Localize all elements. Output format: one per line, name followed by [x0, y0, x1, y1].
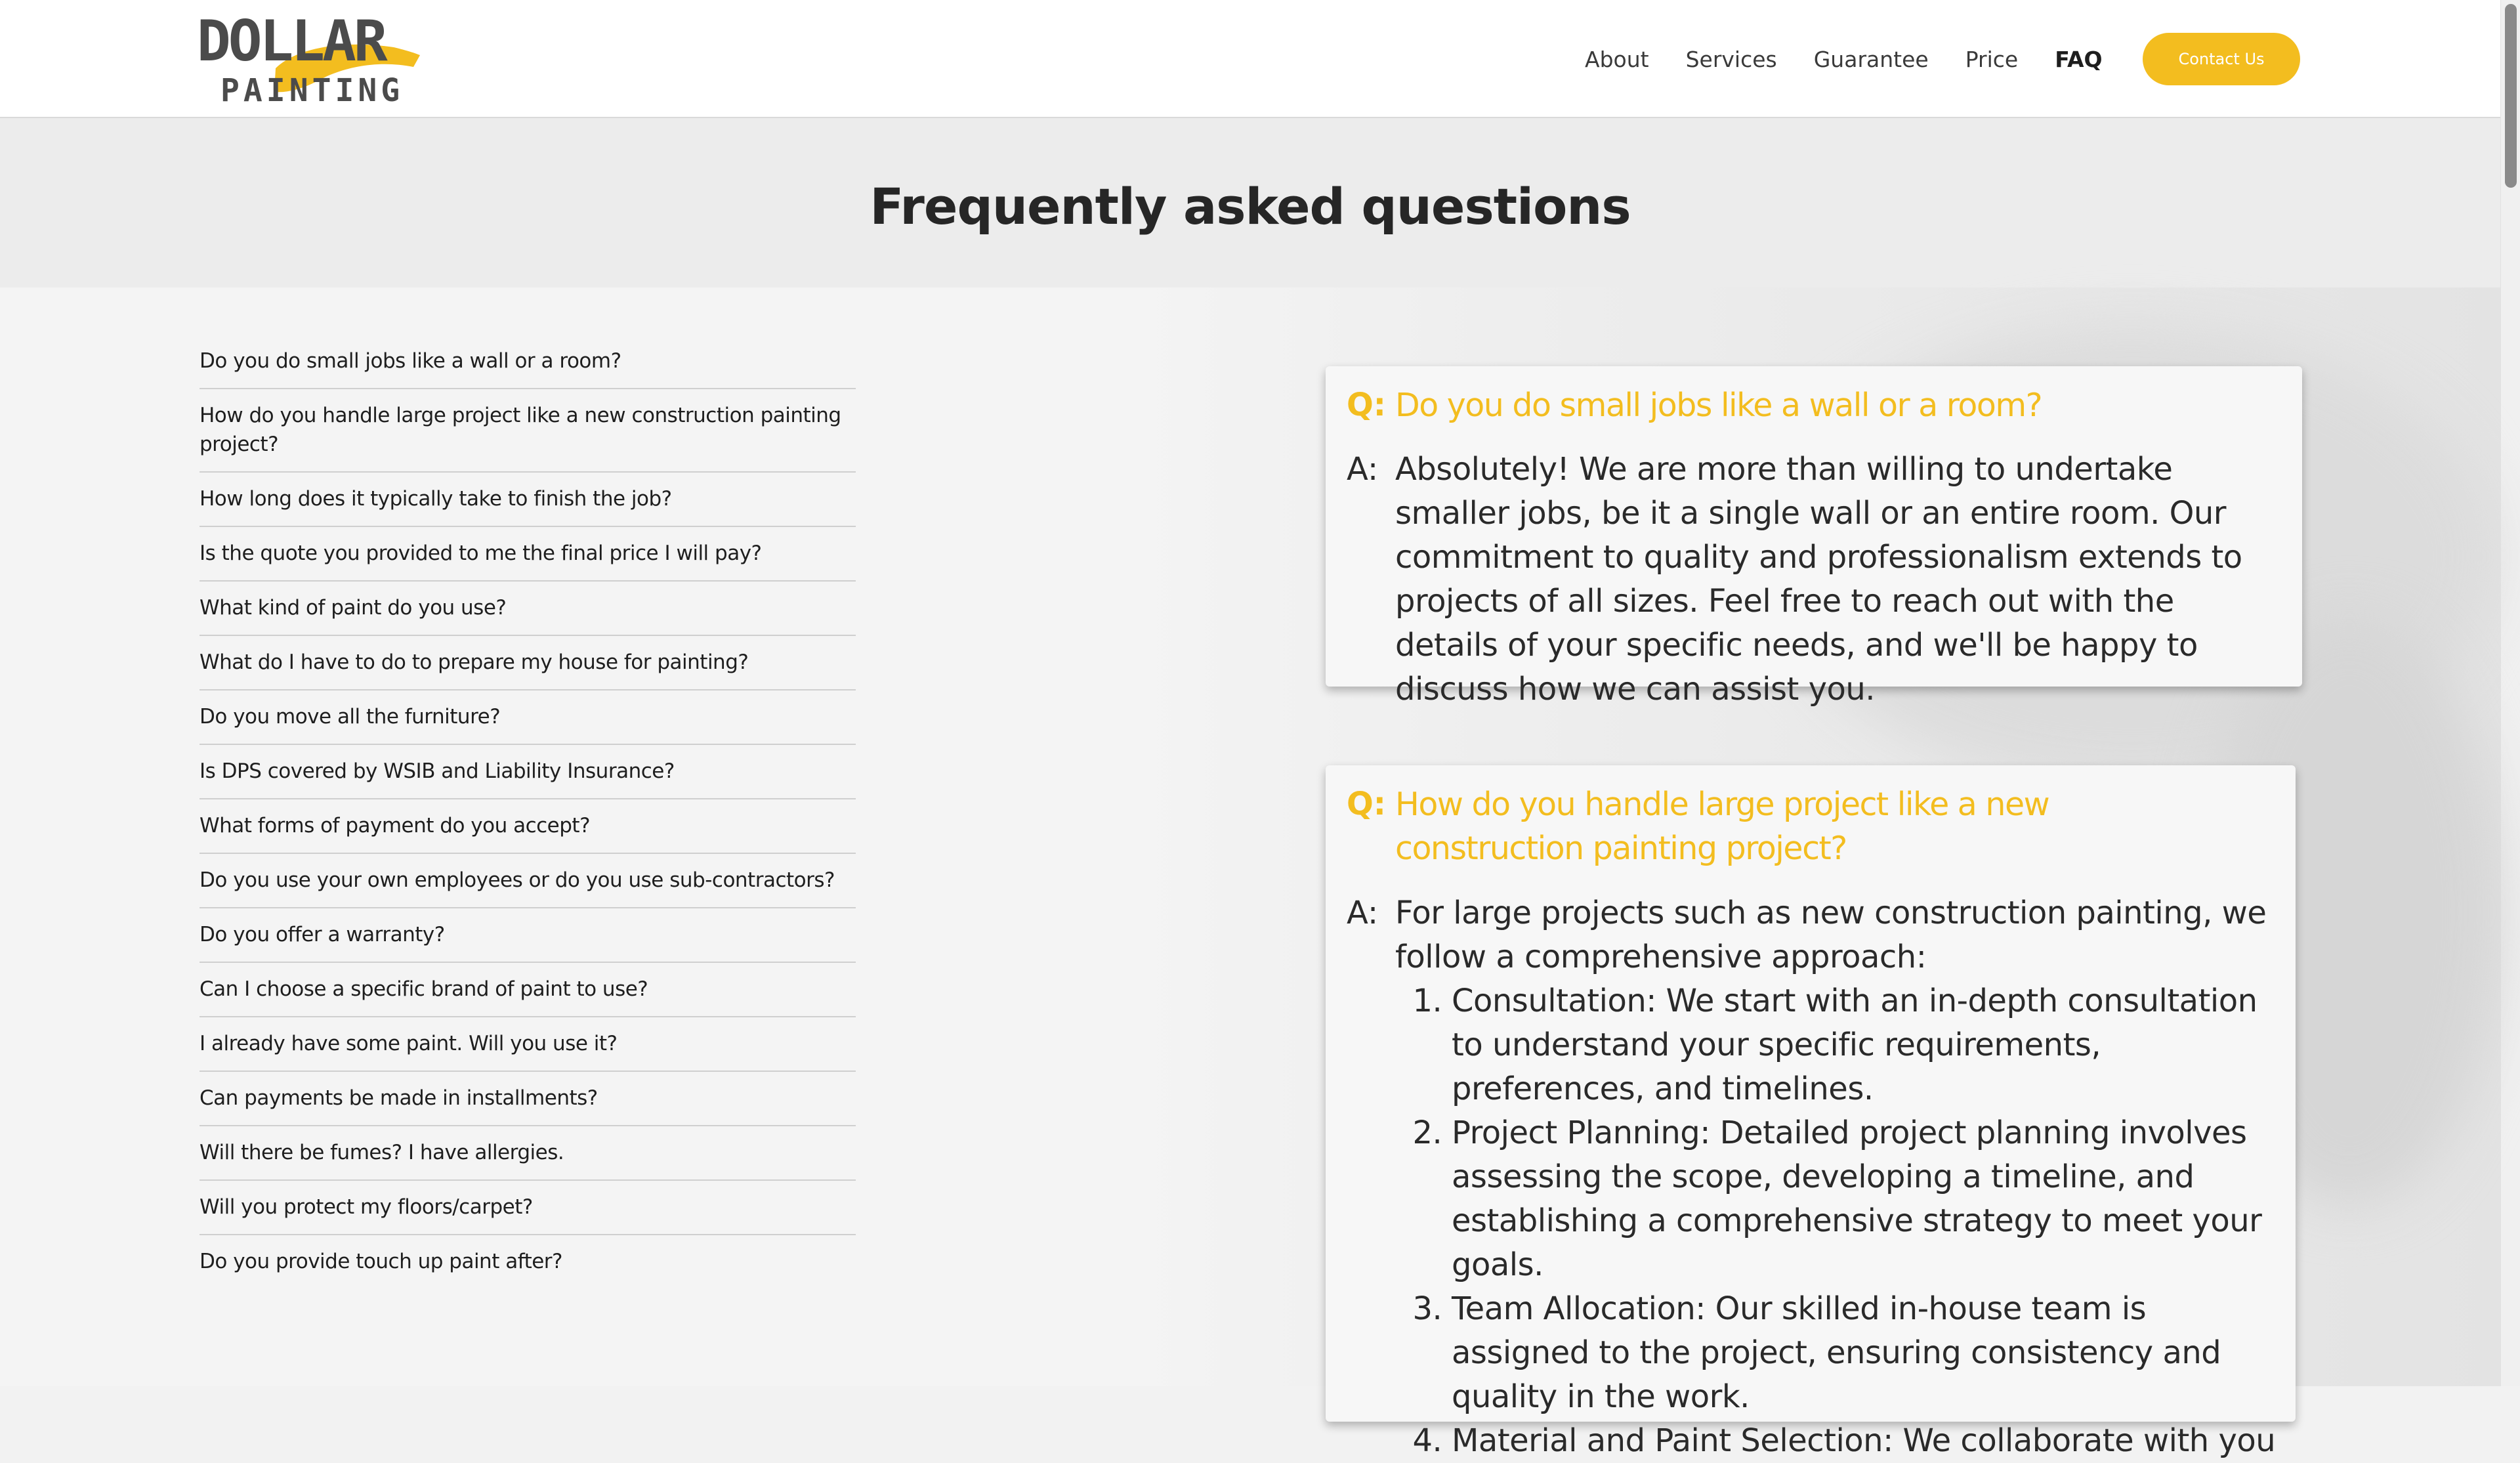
answer-step: 1. Consultation: We start with an in-depth consultation to understand your specific requirements, preferences, and timelines.	[1452, 979, 2278, 1111]
nav-services[interactable]: Services	[1685, 46, 1777, 72]
faq-list-item[interactable]: Is the quote you provided to me the final price I will pay?	[200, 527, 856, 582]
faq-list-item[interactable]: I already have some paint. Will you use it?	[200, 1017, 856, 1072]
qa-card	[1326, 366, 2302, 708]
question-row	[1347, 383, 2265, 427]
answer-row	[1347, 891, 2278, 1463]
nav-about[interactable]: About	[1585, 46, 1649, 72]
faq-list-item[interactable]: Do you offer a warranty?	[200, 908, 856, 963]
faq-list-item[interactable]: Can payments be made in installments?	[200, 1072, 856, 1126]
answer-intro: For large projects such as new construction painting, we follow a comprehensive approach:	[1395, 895, 2267, 975]
page-scrollbar[interactable]	[2500, 0, 2520, 1386]
question-row	[1347, 782, 2265, 870]
answer-text: Absolutely! We are more than willing to undertake smaller jobs, be it a single wall or an entire room. Our commitment to quality and professionalism extends to projects of all sizes. Feel free to reach out with the details of your specific needs, and we'll be happy to discuss how we can assist you.	[1395, 451, 2242, 708]
question-label: Q:	[1347, 387, 1386, 423]
nav-faq[interactable]: FAQ	[2055, 46, 2103, 72]
faq-list-item[interactable]: Is DPS covered by WSIB and Liability Insurance?	[200, 745, 856, 799]
logo-line2: PAINTING	[220, 72, 404, 106]
logo-line1: DOLLAR	[197, 14, 385, 74]
faq-question-list	[200, 335, 856, 1288]
title-band	[0, 118, 2500, 287]
nav-price[interactable]: Price	[1965, 46, 2019, 72]
site-header	[0, 0, 2500, 118]
faq-list-item[interactable]: How do you handle large project like a new construction painting project?	[200, 389, 856, 473]
faq-list-item[interactable]: What kind of paint do you use?	[200, 582, 856, 636]
answer-row	[1347, 448, 2278, 711]
answer-steps	[1395, 979, 2278, 1463]
answer-label: A:	[1347, 451, 1379, 488]
answer-step: 2. Project Planning: Detailed project planning involves assessing the scope, developing a timeline, and establishing a comprehensive strategy to meet your goals.	[1452, 1111, 2278, 1287]
main-nav	[1585, 41, 2139, 77]
page-title: Frequently asked questions	[870, 177, 1631, 236]
question-label: Q:	[1347, 786, 1386, 822]
faq-list-item[interactable]: Do you use your own employees or do you use sub-contractors?	[200, 854, 856, 908]
faq-list-item[interactable]: Do you provide touch up paint after?	[200, 1250, 563, 1273]
faq-list-item[interactable]: What do I have to do to prepare my house for painting?	[200, 636, 856, 690]
faq-list-item[interactable]: How long does it typically take to finish the job?	[200, 473, 856, 527]
qa-card	[1326, 765, 2296, 1459]
answer-label: A:	[1347, 895, 1379, 931]
faq-list-item[interactable]: Will you protect my floors/carpet?	[200, 1181, 856, 1235]
nav-guarantee[interactable]: Guarantee	[1813, 46, 1929, 72]
faq-list-item[interactable]: Do you move all the furniture?	[200, 690, 856, 745]
dollar-painting-logo[interactable]	[197, 14, 440, 106]
faq-list-item[interactable]: What forms of payment do you accept?	[200, 799, 856, 854]
faq-list-item[interactable]: Can I choose a specific brand of paint to use?	[200, 963, 856, 1017]
faq-list-item[interactable]: Will there be fumes? I have allergies.	[200, 1126, 856, 1181]
question-text: Do you do small jobs like a wall or a room?	[1395, 387, 2042, 424]
question-text: How do you handle large project like a new construction painting project?	[1395, 786, 2049, 867]
answer-body	[1395, 891, 2278, 1463]
answer-step: 3. Team Allocation: Our skilled in-house team is assigned to the project, ensuring consistency and quality in the work.	[1452, 1287, 2278, 1419]
contact-us-button[interactable]: Contact Us	[2143, 33, 2300, 85]
answer-step: 4. Material and Paint Selection: We collaborate with you	[1452, 1419, 2278, 1463]
scrollbar-thumb[interactable]	[2505, 4, 2517, 188]
faq-list-item[interactable]: Do you do small jobs like a wall or a room?	[200, 335, 856, 389]
